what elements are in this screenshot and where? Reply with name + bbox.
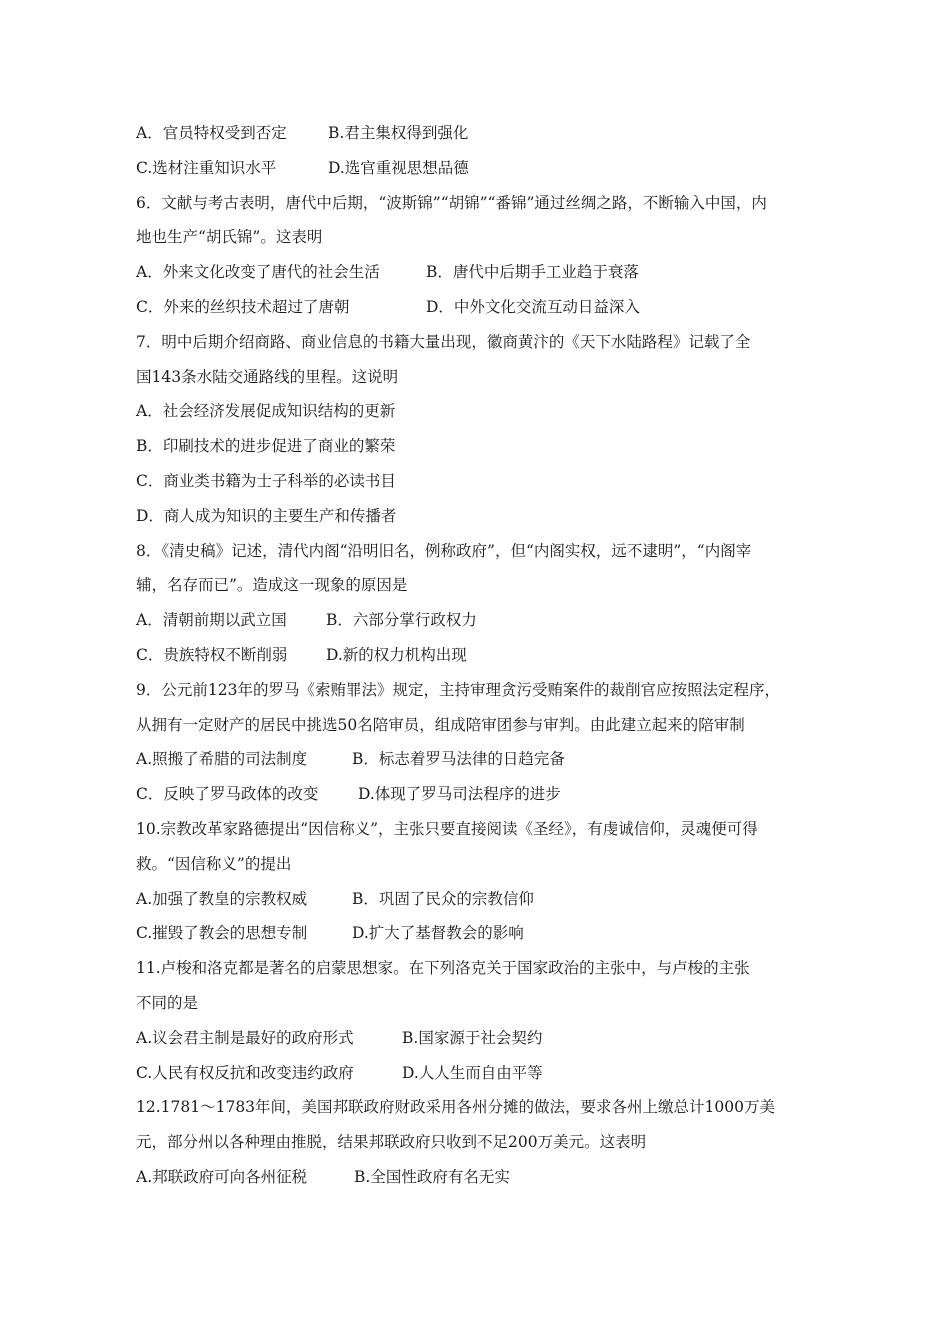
q9-option-b: B．标志着罗马法律的日趋完备 — [352, 750, 565, 769]
q12-options-row1 — [136, 1160, 826, 1195]
q5-options-row1 — [136, 116, 826, 151]
q7-option-d: D．商人成为知识的主要生产和传播者 — [136, 506, 397, 525]
q5-option-a: A．官员特权受到否定 — [136, 124, 287, 142]
q8-stem-line1: 8．《清史稿》记述，清代内阁“沿明旧名，例称政府”，但“内阁实权，远不逮明”，“内阁宰 — [136, 541, 752, 560]
q10-stem-line1: 10.宗教改革家路德提出“因信称义”，主张只要直接阅读《圣经》，有虔诚信仰，灵魂便可得 — [136, 819, 758, 838]
q8-option-d: D.新的权力机构出现 — [326, 645, 467, 664]
q11-option-b: B.国家源于社会契约 — [402, 1028, 543, 1047]
q8-stem-line2: 辅，名存而已”。造成这一现象的原因是 — [136, 576, 408, 595]
q10-options-row1 — [136, 882, 826, 917]
q8-options-row1 — [136, 603, 826, 638]
q5-options-row2 — [136, 151, 826, 186]
q5-option-b: B.君主集权得到强化 — [328, 124, 469, 142]
question-list — [136, 116, 826, 1195]
q9-stem-line1: 9．公元前123年的罗马《索贿罪法》规定，主持审理贪污受贿案件的裁削官应按照法定程序， — [136, 680, 780, 699]
q10-option-c: C.摧毁了教会的思想专制 — [136, 924, 308, 943]
q9-option-d: D.体现了罗马司法程序的进步 — [358, 785, 561, 804]
q6-option-c: C．外来的丝织技术超过了唐朝 — [136, 297, 350, 316]
q12-stem-line1: 12.1781～1783年间，美国邦联政府财政采用各州分摊的做法，要求各州上缴总计1000万美 — [136, 1098, 775, 1117]
q9-stem-line2: 从拥有一定财产的居民中挑选50名陪审员，组成陪审团参与审判。由此建立起来的陪审制 — [136, 715, 745, 734]
q7-stem-line2: 国143条水陆交通路线的里程。这说明 — [136, 367, 399, 386]
q7-stem-line1: 7．明中后期介绍商路、商业信息的书籍大量出现，徽商黄汴的《天下水陆路程》记载了全 — [136, 332, 751, 351]
q8-option-b: B．六部分掌行政权力 — [326, 611, 477, 630]
q11-options-row1 — [136, 1021, 826, 1056]
q6-options-row2 — [136, 290, 826, 325]
q7-option-a: A．社会经济发展促成知识结构的更新 — [136, 402, 396, 421]
q5-option-d: D.选官重视思想品德 — [328, 158, 469, 177]
q10-option-a: A.加强了教皇的宗教权威 — [136, 889, 308, 908]
q11-options-row2 — [136, 1056, 826, 1091]
q11-stem-line1: 11.卢梭和洛克都是著名的启蒙思想家。在下列洛克关于国家政治的主张中，与卢梭的主张 — [136, 959, 750, 978]
q9-options-row1 — [136, 742, 826, 777]
q5-option-c: C.选材注重知识水平 — [136, 158, 277, 177]
q12-option-b: B.全国性政府有名无实 — [354, 1167, 510, 1186]
q10-stem-line2: 救。“因信称义”的提出 — [136, 854, 292, 873]
q10-option-b: B．巩固了民众的宗教信仰 — [352, 889, 534, 908]
q10-option-d: D.扩大了基督教会的影响 — [352, 924, 524, 943]
q6-options-row1 — [136, 255, 826, 290]
q6-stem-line1: 6．文献与考古表明，唐代中后期，“波斯锦”“胡锦”“番锦”通过丝绸之路，不断输入中国，内 — [136, 193, 767, 212]
q8-options-row2 — [136, 638, 826, 673]
q6-stem-line2: 地也生产“胡氏锦”。这表明 — [136, 228, 323, 247]
q11-option-d: D.人人生而自由平等 — [402, 1063, 543, 1082]
q7-option-c: C．商业类书籍为士子科举的必读书目 — [136, 471, 396, 490]
q10-options-row2 — [136, 916, 826, 951]
q9-options-row2 — [136, 777, 826, 812]
q6-option-d: D．中外文化交流互动日益深入 — [426, 297, 640, 316]
q9-option-c: C．反映了罗马政体的改变 — [136, 785, 319, 804]
q8-option-c: C．贵族特权不断削弱 — [136, 645, 288, 664]
q6-option-b: B．唐代中后期手工业趋于衰落 — [426, 263, 639, 282]
q7-option-b: B．印刷技术的进步促进了商业的繁荣 — [136, 437, 396, 456]
q11-stem-line2: 不同的是 — [136, 993, 199, 1012]
q12-option-a: A.邦联政府可向各州征税 — [136, 1167, 308, 1186]
q6-option-a: A．外来文化改变了唐代的社会生活 — [136, 263, 380, 282]
q11-option-a: A.议会君主制是最好的政府形式 — [136, 1028, 354, 1047]
q12-stem-line2: 元，部分州以各种理由推脱，结果邦联政府只收到不足200万美元。这表明 — [136, 1133, 647, 1152]
q11-option-c: C.人民有权反抗和改变违约政府 — [136, 1063, 354, 1082]
q8-option-a: A．清朝前期以武立国 — [136, 611, 287, 630]
q9-option-a: A.照搬了希腊的司法制度 — [136, 750, 308, 769]
